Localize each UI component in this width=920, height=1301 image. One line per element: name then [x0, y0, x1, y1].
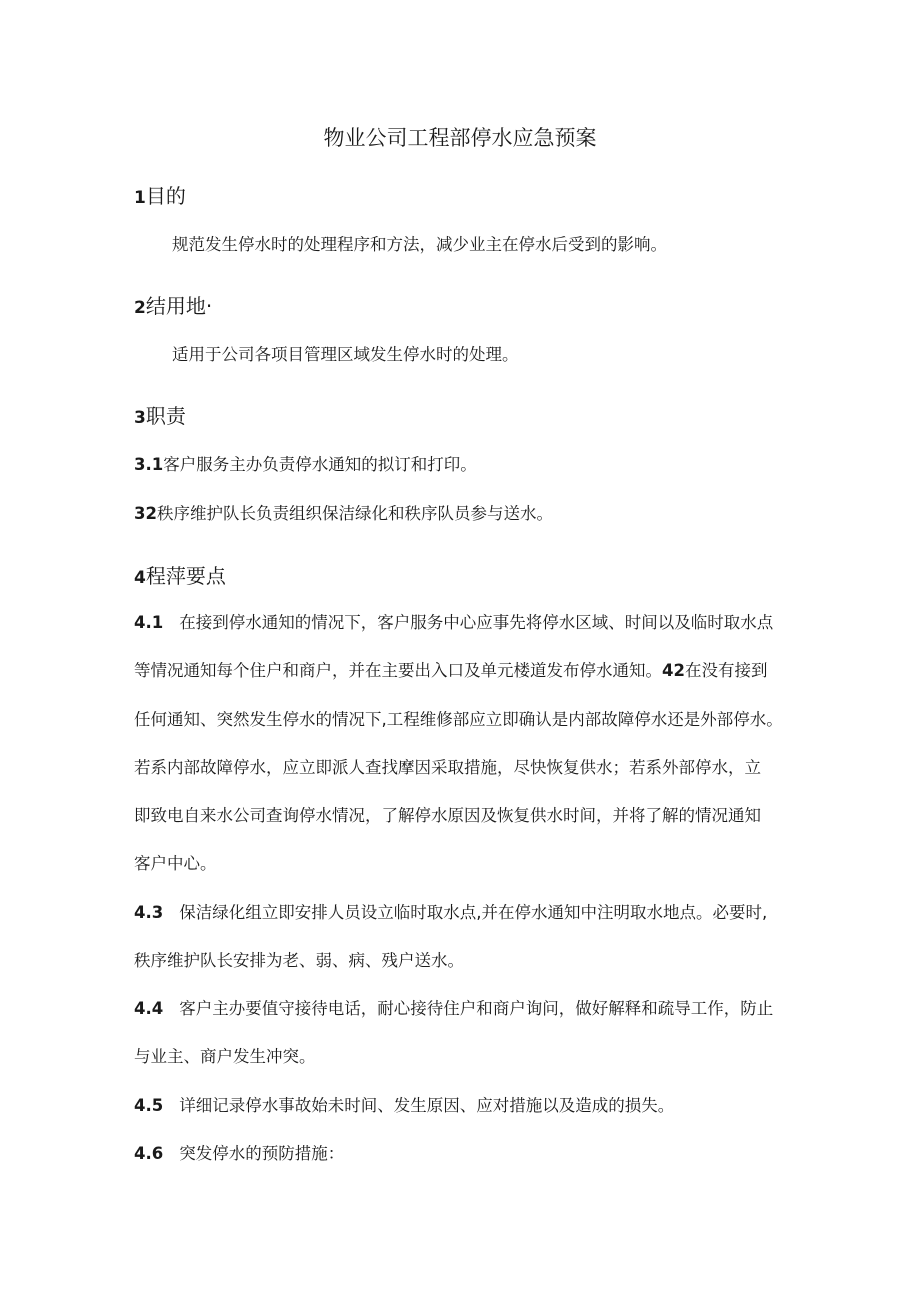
- item-3-2-number: 32: [134, 504, 157, 523]
- para-4-1-number: 4.1: [134, 613, 164, 632]
- para-4-1-line-6: 客户中心。: [134, 854, 217, 873]
- section-2-number: 2: [134, 298, 146, 318]
- section-2-heading: [134, 292, 212, 322]
- item-3-1-number: 3.1: [134, 455, 164, 474]
- section-2-body: 适用于公司各项目管理区域发生停水时的处理。: [172, 345, 519, 364]
- para-4-3-line-2: 秩序维护队长安排为老、弱、病、残户送水。: [134, 951, 464, 970]
- para-4-1-line-5: 即致电自来水公司查询停水情况，了解停水原因及恢复供水时间，并将了解的情况通知: [134, 806, 761, 825]
- para-4-3-text-1: 保洁绿化组立即安排人员设立临时取水点,并在停水通知中注明取水地点。必要时,: [179, 903, 768, 922]
- item-3-1-text: 客户服务主办负责停水通知的拟订和打印。: [163, 455, 477, 474]
- para-4-1-text-2b: 在没有接到: [684, 661, 768, 680]
- section-4-heading: [134, 562, 226, 592]
- section-2-title: 结用地·: [145, 294, 213, 318]
- para-4-1-text-2a: 等情况通知每个住户和商户，并在主要出入口及单元楼道发布停水通知。: [134, 661, 662, 680]
- para-4-3-number: 4.3: [134, 903, 164, 922]
- para-4-6-number: 4.6: [134, 1144, 164, 1163]
- item-3-2-text: 秩序维护队长负责组织保洁绿化和秩序队员参与送水。: [156, 504, 553, 523]
- section-1-number: 1: [134, 188, 146, 208]
- document-title: 物业公司工程部停水应急预案: [323, 126, 597, 150]
- section-3-item-2: [134, 502, 553, 526]
- para-4-5-number: 4.5: [134, 1096, 164, 1115]
- section-3-item-1: [134, 453, 477, 477]
- para-4-6-text-1: 突发停水的预防措施：: [179, 1144, 345, 1163]
- para-4-4-text-1: 客户主办要值守接待电话，耐心接待住户和商户询问，做好解释和疏导工作，防止: [179, 999, 774, 1018]
- section-1-heading: [134, 182, 186, 212]
- para-4-5-text-1: 详细记录停水事故始未时间、发生原因、应对措施以及造成的损失。: [179, 1096, 675, 1115]
- para-4-4-line-1: [134, 997, 786, 1021]
- para-4-6-line-1: [134, 1142, 786, 1166]
- section-3-title: 职责: [145, 404, 186, 428]
- section-3-heading: [134, 402, 186, 432]
- para-4-3-line-1: [134, 901, 786, 925]
- para-4-1-line-2: [134, 659, 786, 683]
- para-4-2-number: 42: [662, 661, 685, 680]
- para-4-1-line-1: [134, 611, 786, 635]
- section-4-title: 程萍要点: [145, 564, 226, 588]
- section-1-title: 目的: [145, 184, 186, 208]
- para-4-1-line-4: 若系内部故障停水，应立即派人查找摩因采取措施，尽快恢复供水；若系外部停水，立: [134, 758, 761, 777]
- section-1-body: 规范发生停水时的处理程序和方法，减少业主在停水后受到的影响。: [172, 235, 667, 254]
- section-4-number: 4: [134, 568, 146, 588]
- para-4-1-text-1: 在接到停水通知的情况下，客户服务中心应事先将停水区域、时间以及临时取水点: [179, 613, 774, 632]
- para-4-1-line-3: 任何通知、突然发生停水的情况下,工程维修部应立即确认是内部故障停水还是外部停水。: [134, 710, 783, 729]
- para-4-5-line-1: [134, 1094, 786, 1118]
- para-4-4-line-2: 与业主、商户发生冲突。: [134, 1047, 316, 1066]
- section-3-number: 3: [134, 408, 146, 428]
- para-4-4-number: 4.4: [134, 999, 164, 1018]
